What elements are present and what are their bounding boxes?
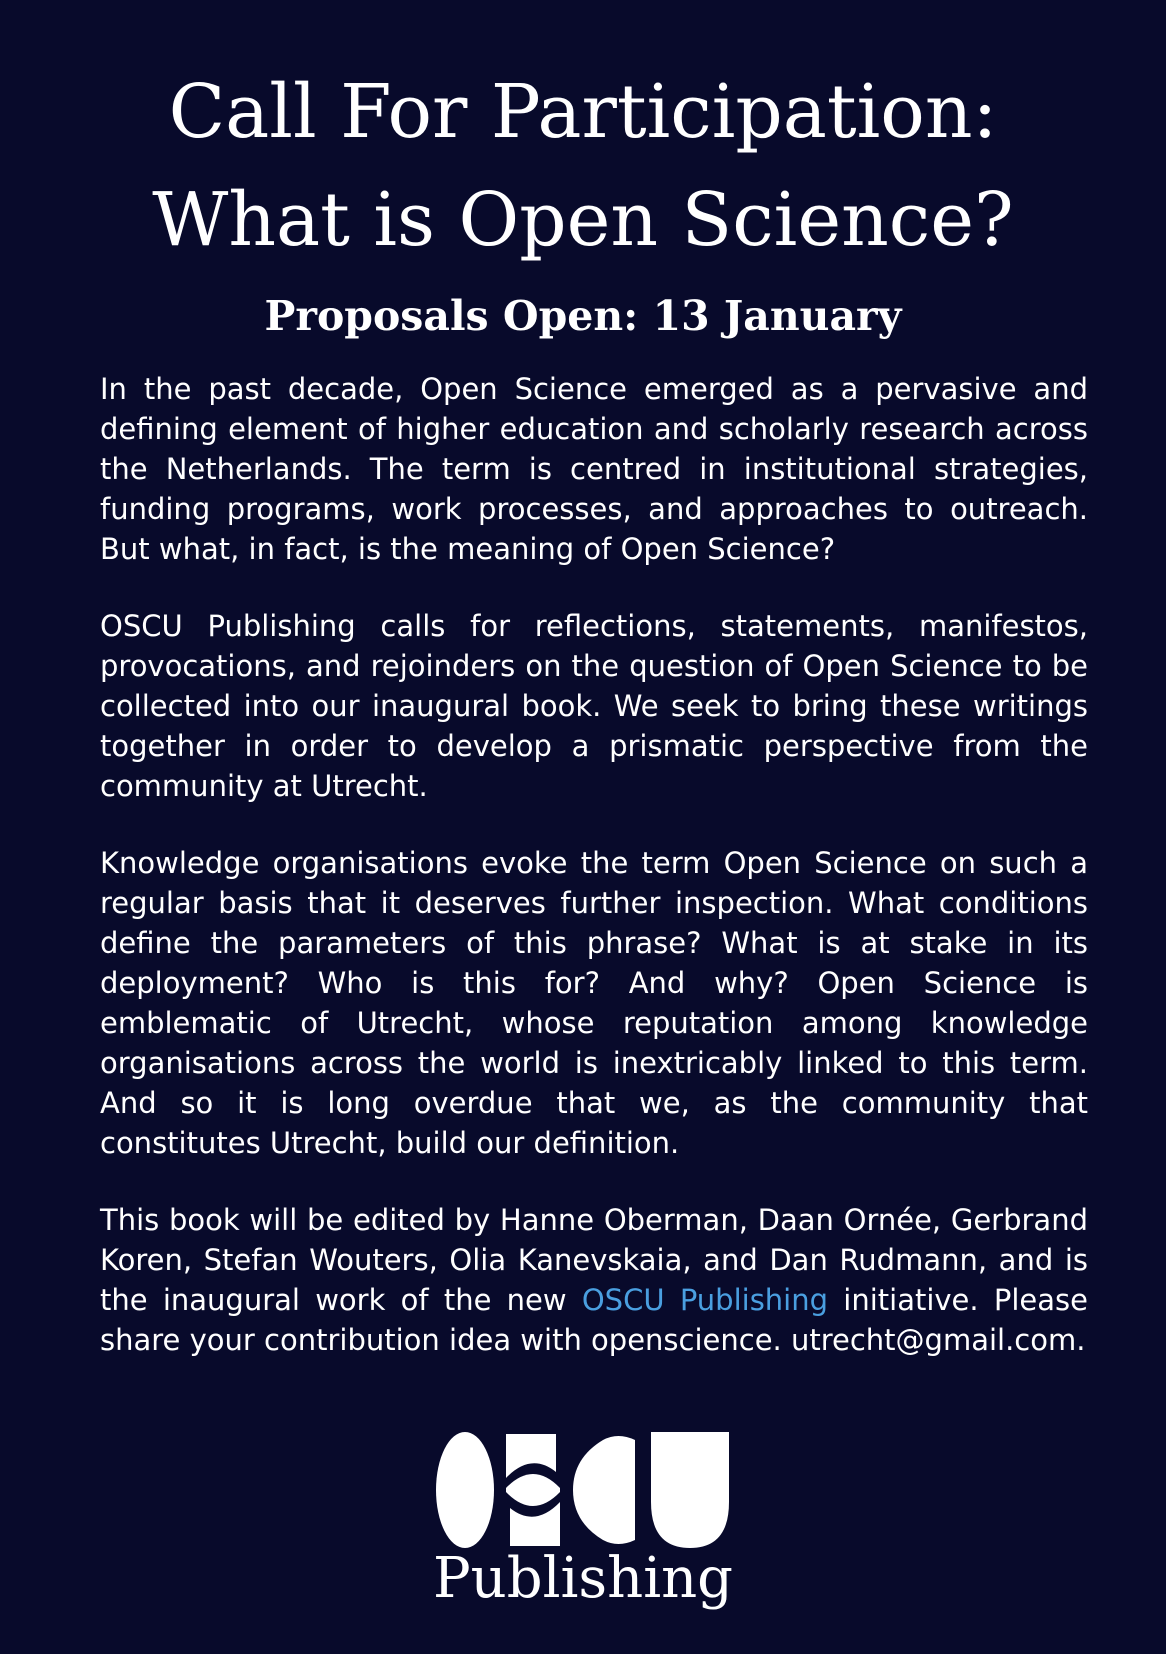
oscu-logo-mark bbox=[433, 1430, 733, 1550]
logo-letter-o bbox=[436, 1432, 494, 1548]
logo-wordmark-publishing: Publishing bbox=[432, 1546, 734, 1611]
contact-text: initiative. Please share your contribution idea with openscience. utrecht@gmail.com. bbox=[100, 1283, 1088, 1357]
logo-letter-c bbox=[573, 1436, 635, 1544]
paragraph-editors bbox=[100, 1200, 1088, 1360]
title-line-1: Call For Participation: bbox=[168, 69, 998, 155]
subtitle-proposals-open: Proposals Open: 13 January bbox=[264, 292, 902, 340]
title-line-2: What is Open Science? bbox=[152, 177, 1014, 263]
paragraph-call: OSCU Publishing calls for reflections, statements, manifestos, provocations, and rejoinders on the question of Open Science to be collected into our inaugural book. We seek to bring these writings together in order to develop a prismatic perspective from the community at Utrecht. bbox=[100, 609, 1088, 803]
logo-letter-s bbox=[506, 1434, 560, 1546]
paragraph-rationale: Knowledge organisations evoke the term Open Science on such a regular basis that it deserves further inspection. What conditions define the parameters of this phrase? What is at stake in its deployment? Who is this for? And why? Open Science is emblematic of Utrecht, whose reputation among knowledge organisations across the world is inextricably linked to this term. And so it is long overdue that we, as the community that constitutes Utrecht, build our definition. bbox=[100, 846, 1088, 1160]
editors-text: This book will be edited by Hanne Oberman, Daan Ornée, Gerbrand Koren, Stefan Wouters, Olia Kanevskaia, and Dan Rudmann, and is the inaugural work of the new bbox=[100, 1203, 1088, 1317]
oscu-publishing-link[interactable]: OSCU Publishing bbox=[581, 1283, 829, 1317]
paragraph-intro: In the past decade, Open Science emerged as a pervasive and defining element of higher education and scholarly research across the Netherlands. The term is centred in institutional strategies, funding programs, work processes, and approaches to outreach. But what, in fact, is the meaning of Open Science? bbox=[100, 372, 1088, 566]
logo-letter-u bbox=[651, 1432, 729, 1548]
